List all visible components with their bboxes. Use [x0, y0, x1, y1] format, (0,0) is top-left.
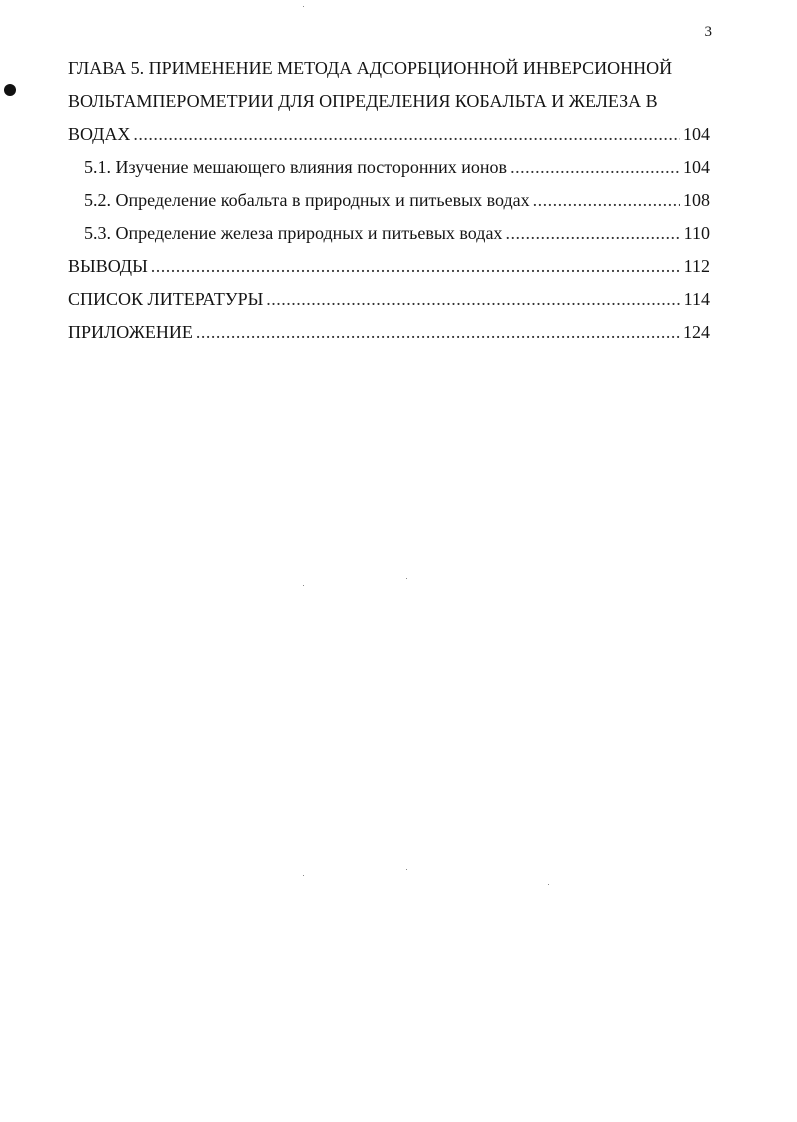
toc-row-5-2 — [68, 184, 710, 217]
chapter-title-line-3: ВОДАХ — [68, 124, 131, 144]
page-number: 3 — [704, 24, 712, 40]
dot-leader — [510, 151, 680, 184]
toc-page-number: 114 — [683, 289, 710, 309]
toc-page-number: 104 — [683, 157, 710, 177]
toc-row-appendix — [68, 316, 710, 349]
scan-speck — [303, 6, 304, 7]
toc-entry-title: СПИСОК ЛИТЕРАТУРЫ — [68, 289, 264, 309]
toc-row-conclusions — [68, 250, 710, 283]
toc-row — [68, 118, 710, 151]
toc-entry-title: ВЫВОДЫ — [68, 256, 148, 276]
toc-entry-title: 5.2. Определение кобальта в природных и питьевых водах — [84, 190, 530, 210]
chapter-title-line-1: ГЛАВА 5. ПРИМЕНЕНИЕ МЕТОДА АДСОРБЦИОННОЙ ИНВЕРСИОННОЙ — [68, 58, 673, 78]
toc-row-references — [68, 283, 710, 316]
chapter-title-line-2: ВОЛЬТАМПЕРОМЕТРИИ ДЛЯ ОПРЕДЕЛЕНИЯ КОБАЛЬТА И ЖЕЛЕЗА В — [68, 91, 658, 111]
toc-page-number: 104 — [683, 124, 710, 144]
dot-leader — [133, 118, 680, 151]
toc-entry-title: 5.3. Определение железа природных и питьевых водах — [84, 223, 503, 243]
scan-speck — [303, 875, 304, 876]
scan-speck — [303, 585, 304, 586]
toc-page-number: 124 — [683, 322, 710, 342]
dot-leader — [266, 283, 680, 316]
dot-leader — [151, 250, 681, 283]
toc-row-5-3 — [68, 217, 710, 250]
dot-leader — [533, 184, 680, 217]
toc-page-number: 112 — [683, 256, 710, 276]
dot-leader — [196, 316, 680, 349]
toc-page-number: 108 — [683, 190, 710, 210]
scan-speck — [406, 869, 407, 870]
toc-page-number: 110 — [683, 223, 710, 243]
dot-leader — [505, 217, 680, 250]
scan-speck — [406, 578, 407, 579]
toc-row-5-1 — [68, 151, 710, 184]
table-of-contents — [68, 52, 710, 349]
binder-hole-mark — [4, 84, 16, 96]
toc-chapter-5 — [68, 52, 710, 151]
scan-speck — [548, 884, 549, 885]
toc-entry-title: 5.1. Изучение мешающего влияния посторонних ионов — [84, 157, 508, 177]
toc-entry-title: ПРИЛОЖЕНИЕ — [68, 322, 193, 342]
